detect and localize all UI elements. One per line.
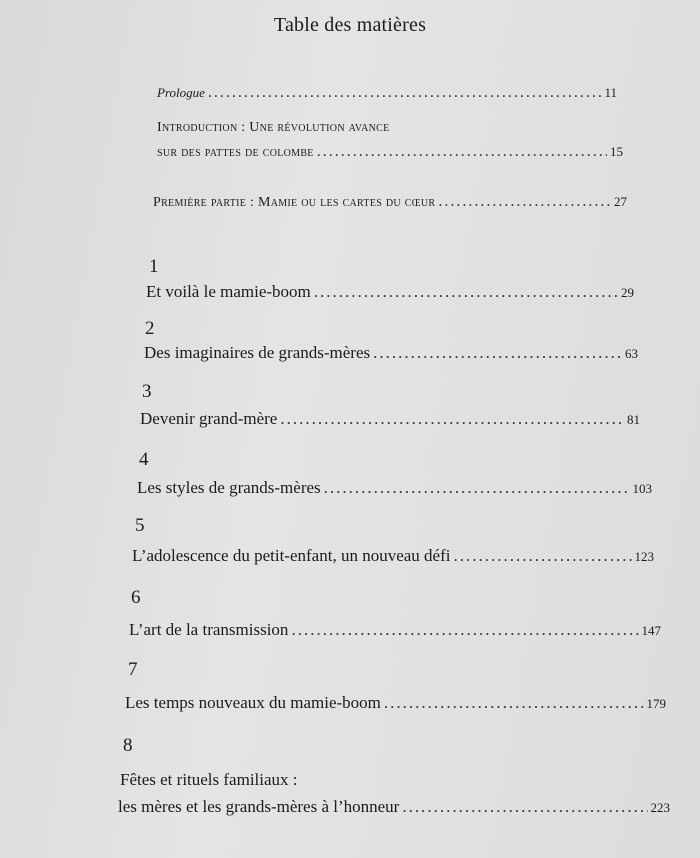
entry-label: Devenir grand-mère <box>140 409 278 428</box>
entry-label: Les temps nouveaux du mamie-boom <box>125 693 381 712</box>
entry-label: Prologue <box>157 85 205 100</box>
entry-page: 29 <box>621 285 634 300</box>
toc-entry-chapter <box>118 797 670 817</box>
chapter-number: 5 <box>135 515 145 536</box>
toc-entry-chapter <box>146 282 634 302</box>
entry-page: 11 <box>604 85 617 100</box>
entry-page: 103 <box>632 481 652 496</box>
entry-label: sur des pattes de colombe <box>157 145 314 160</box>
chapter-number: 7 <box>128 659 138 680</box>
chapter-number: 6 <box>131 587 141 608</box>
entry-label: L’art de la transmission <box>129 620 289 639</box>
entry-page: 223 <box>650 800 670 815</box>
dot-leader <box>291 620 638 640</box>
toc-entry-introduction <box>157 143 623 161</box>
toc-entry-introduction-line1: Introduction : Une révolution avance <box>157 120 390 135</box>
entry-page: 123 <box>634 549 654 564</box>
toc-entry-chapter-line1: Fêtes et rituels familiaux : <box>120 770 298 789</box>
dot-leader <box>384 693 644 713</box>
chapter-number: 3 <box>142 381 152 402</box>
entry-label: L’adolescence du petit-enfant, un nouveau défi <box>132 546 451 565</box>
toc-entry-chapter <box>125 693 666 713</box>
entry-page: 27 <box>614 194 627 209</box>
chapter-number: 1 <box>149 256 159 277</box>
toc-entry-chapter <box>140 409 640 429</box>
entry-label: Les styles de grands-mères <box>137 478 321 497</box>
entry-label: Des imaginaires de grands-mères <box>144 343 371 362</box>
dot-leader <box>208 84 602 102</box>
entry-page: 179 <box>646 696 666 711</box>
entry-label: Première partie : Mamie ou les cartes du cœur <box>153 195 436 210</box>
entry-page: 63 <box>625 346 638 361</box>
entry-label: les mères et les grands-mères à l’honneur <box>118 797 400 816</box>
dot-leader <box>324 478 630 498</box>
dot-leader <box>402 797 647 817</box>
dot-leader <box>373 343 622 363</box>
toc-entry-chapter <box>132 546 654 566</box>
toc-entry-prologue <box>157 84 617 102</box>
page-title: Table des matières <box>273 14 427 36</box>
toc-entry-chapter <box>137 478 652 498</box>
entry-page: 81 <box>627 412 640 427</box>
dot-leader <box>453 546 631 566</box>
dot-leader <box>317 143 607 161</box>
toc-entry-chapter <box>129 620 661 640</box>
chapter-number: 8 <box>123 735 133 756</box>
dot-leader <box>314 282 618 302</box>
entry-page: 15 <box>610 144 623 159</box>
entry-page: 147 <box>641 623 661 638</box>
toc-entry-part1 <box>153 193 627 211</box>
entry-label: Et voilà le mamie-boom <box>146 282 311 301</box>
chapter-number: 4 <box>139 449 149 470</box>
toc-entry-chapter <box>144 343 638 363</box>
chapter-number: 2 <box>145 318 155 339</box>
dot-leader <box>280 409 624 429</box>
dot-leader <box>438 193 611 211</box>
